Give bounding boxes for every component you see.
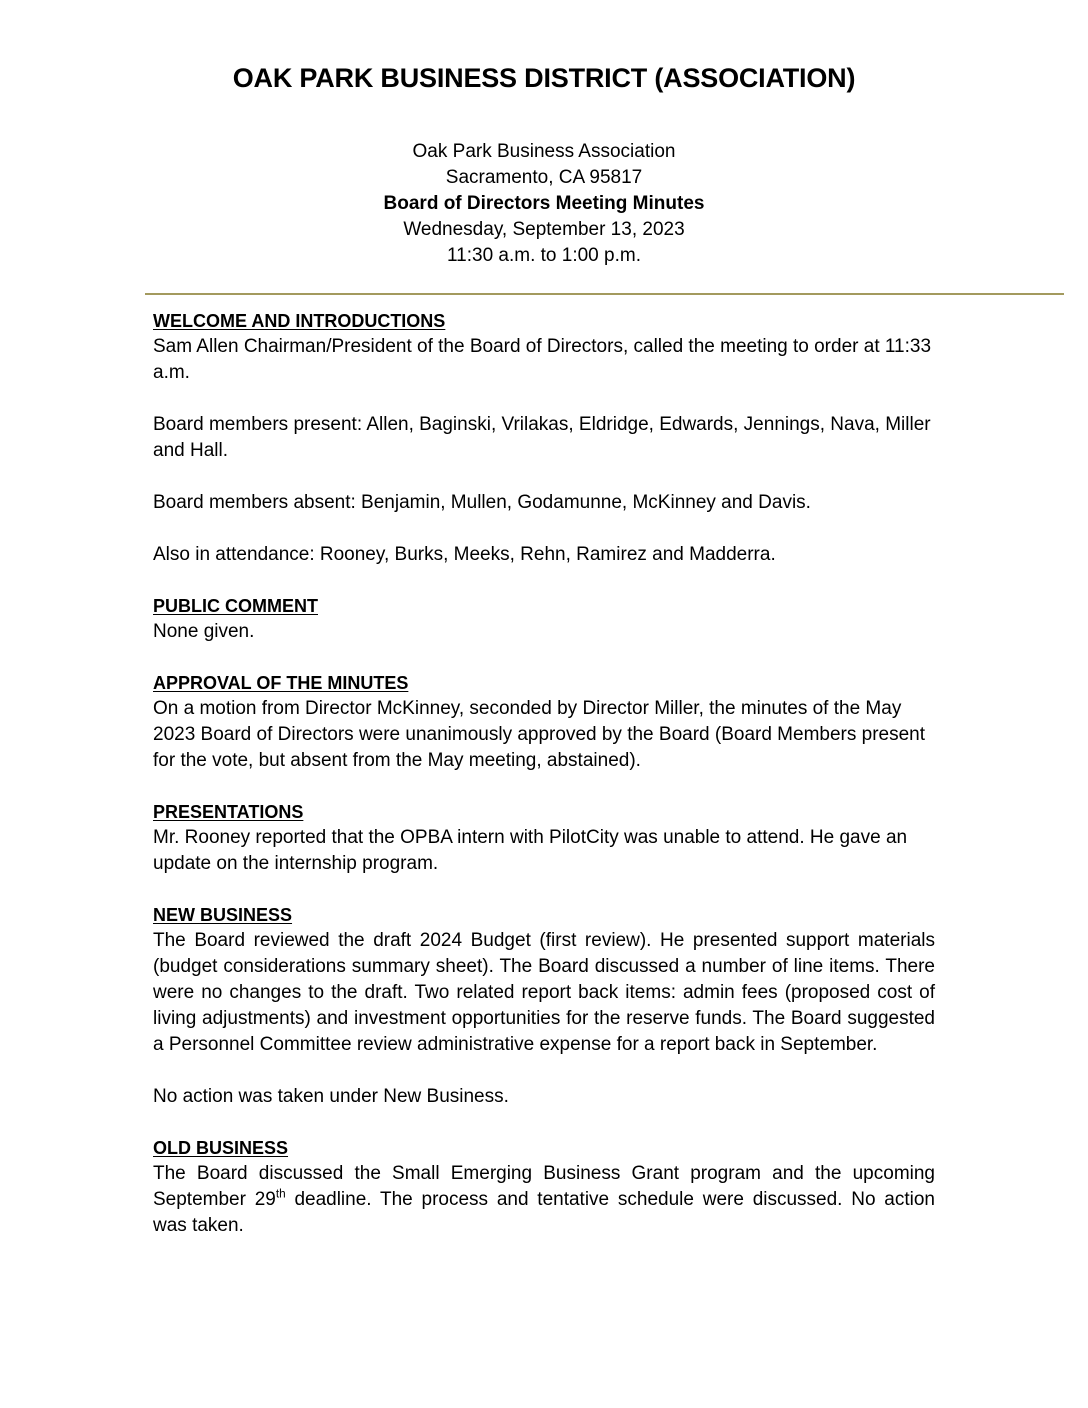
header-divider-rule [145, 293, 1064, 295]
section-public-comment [153, 594, 935, 645]
organization-location: Sacramento, CA 95817 [445, 167, 643, 189]
document-content [153, 0, 935, 1239]
meeting-date: Wednesday, September 13, 2023 [403, 219, 685, 241]
section-welcome-and-introductions [153, 309, 935, 568]
sections-container [153, 269, 935, 1239]
section-heading: APPROVAL OF THE MINUTES [153, 673, 409, 694]
section-paragraph: Board members absent: Benjamin, Mullen, Godamunne, McKinney and Davis. [153, 492, 811, 514]
section-heading: NEW BUSINESS [153, 905, 293, 926]
section-heading: OLD BUSINESS [153, 1138, 289, 1159]
section-heading: PUBLIC COMMENT [153, 596, 318, 617]
section-paragraph: On a motion from Director McKinney, seconded by Director Miller, the minutes of the May 2023 Board of Directors were unanimously approved by the Board (Board Members present for the vote, but absent from the May meeting, abstained). [153, 698, 926, 772]
section-paragraph: Mr. Rooney reported that the OPBA intern with PilotCity was unable to attend. He gave an update on the internship program. [153, 827, 908, 875]
ordinal-suffix: th [275, 1187, 286, 1201]
section-paragraph: Sam Allen Chairman/President of the Board of Directors, called the meeting to order at 11:33 a.m. [153, 336, 932, 384]
section-heading: PRESENTATIONS [153, 802, 304, 823]
organization-name: Oak Park Business Association [412, 141, 676, 163]
section-paragraph: Also in attendance: Rooney, Burks, Meeks, Rehn, Ramirez and Madderra. [153, 544, 776, 566]
document-type: Board of Directors Meeting Minutes [383, 193, 705, 215]
section-paragraph: No action was taken under New Business. [153, 1086, 509, 1108]
section-paragraph: The Board reviewed the draft 2024 Budget (first review). He presented support materials (budget considerations summary sheet). The Board discussed a number of line items. There were no changes to the draft. Two related report back items: admin fees (proposed cost of living adjustments) and investment opportunities for the reserve funds. The Board suggested a Personnel Committee review administrative expense for a report back in September. [153, 930, 935, 1056]
section-approval-of-the-minutes [153, 671, 935, 774]
meeting-time: 11:30 a.m. to 1:00 p.m. [447, 245, 641, 267]
section-paragraph: Board members present: Allen, Baginski, Vrilakas, Eldridge, Edwards, Jennings, Nava, Miller and Hall. [153, 414, 931, 462]
section-old-business [153, 1136, 935, 1239]
meeting-header-block [153, 94, 935, 269]
section-paragraph [153, 1161, 935, 1239]
section-paragraph: None given. [153, 621, 255, 643]
section-presentations [153, 800, 935, 877]
old-business-text-part-2: deadline. The process and tentative schedule were discussed. No action was taken. [153, 1189, 935, 1237]
old-business-text-part-1: The Board discussed the Small Emerging Business Grant program and the upcoming September 29 [153, 1163, 935, 1211]
section-new-business [153, 903, 935, 1110]
page-title: OAK PARK BUSINESS DISTRICT (ASSOCIATION) [232, 63, 856, 93]
section-heading: WELCOME AND INTRODUCTIONS [153, 311, 446, 332]
